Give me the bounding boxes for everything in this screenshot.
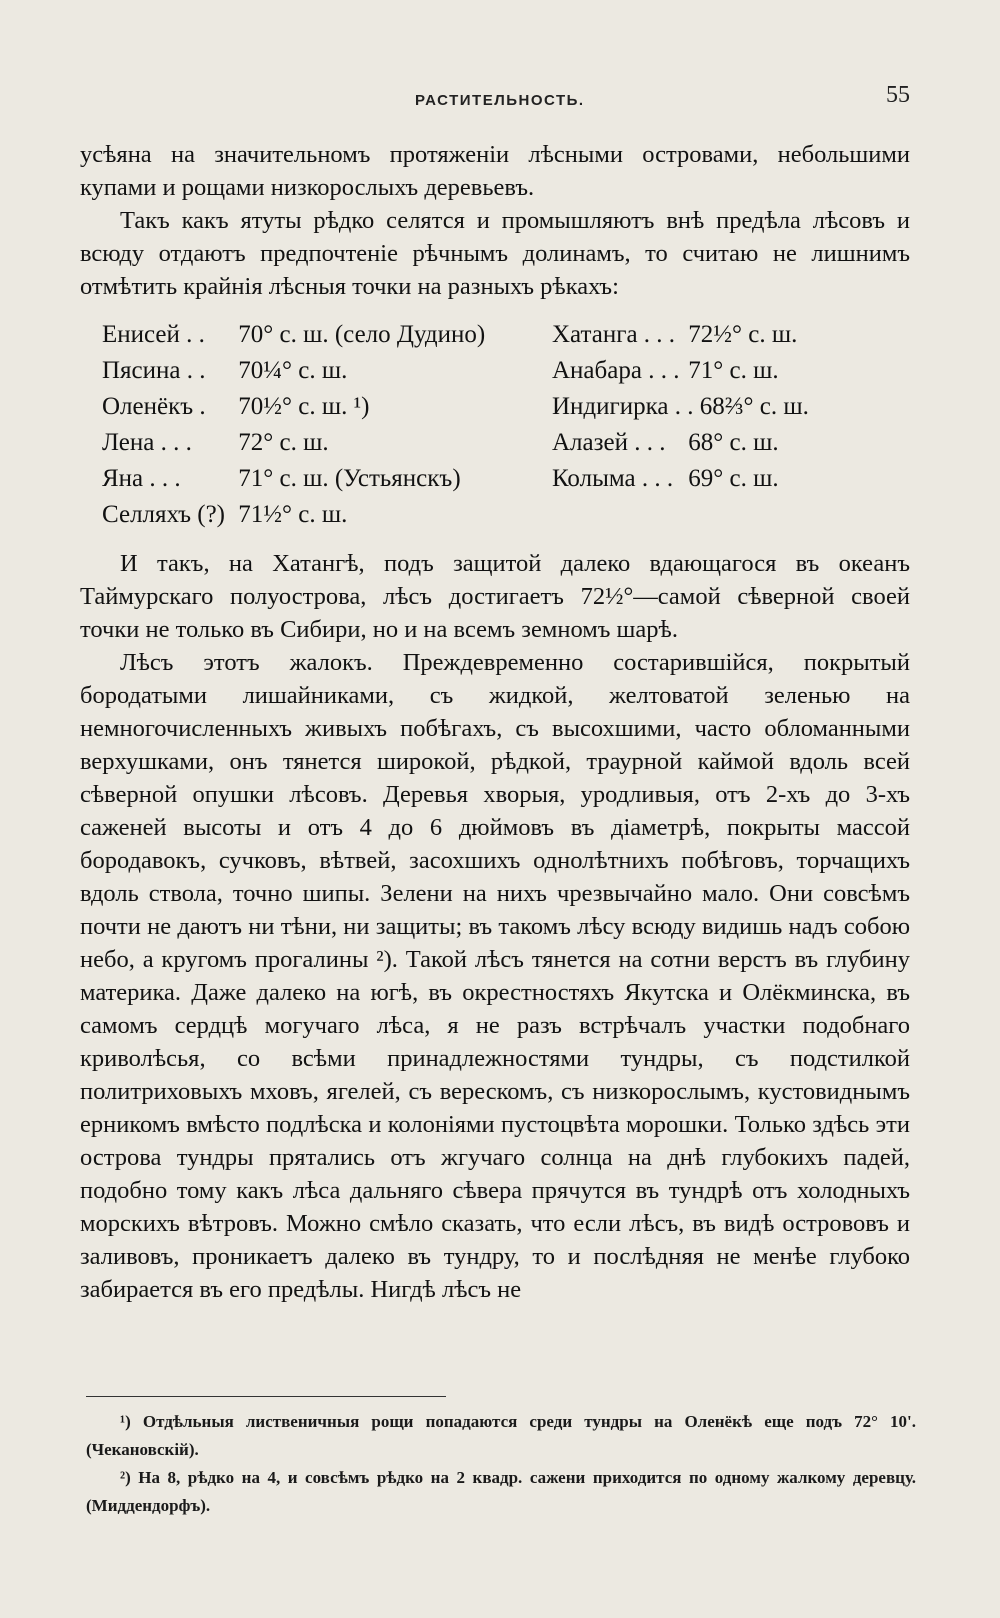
river-row <box>102 497 552 533</box>
river-latitude: 71½° с. ш. <box>238 501 348 528</box>
river-name: Лена . . . <box>102 429 192 456</box>
rivers-left-column <box>102 317 552 533</box>
footnote-2: ²) На 8, рѣдко на 4, и совсѣмъ рѣдко на 2 квадр. сажени приходится по одному жалкому деревцу. (Миддендорфъ). <box>86 1468 916 1515</box>
river-latitude: 71° с. ш. <box>688 357 779 384</box>
river-row <box>552 389 892 425</box>
river-latitude: 70¼° с. ш. <box>238 357 348 384</box>
river-row <box>102 461 552 497</box>
paragraph-3: И такъ, на Хатангѣ, подъ защитой далеко вдающагося въ океанъ Таймурскаго полуострова, лѣсъ достигаетъ 72½°—самой сѣверной своей точки не только въ Сибири, но и на всемъ земномъ шарѣ. <box>80 550 910 643</box>
running-title: РАСТИТЕЛЬНОСТЬ. <box>415 92 585 109</box>
river-name: Оленёкъ . <box>102 393 206 420</box>
river-row <box>102 317 552 353</box>
river-row <box>102 389 552 425</box>
river-name: Селляхъ (?) <box>102 501 225 528</box>
river-name: Колыма . . . <box>552 465 674 492</box>
river-row <box>102 353 552 389</box>
river-row <box>552 353 892 389</box>
river-name: Индигирка . . <box>552 393 694 420</box>
footnotes <box>86 1408 916 1520</box>
river-latitude: 71° с. ш. (Устьянскъ) <box>238 465 461 492</box>
footnote-divider <box>86 1396 446 1397</box>
river-latitude: 68⅔° с. ш. <box>699 393 809 420</box>
river-row <box>102 425 552 461</box>
river-name: Хатанга . . . <box>552 321 676 348</box>
river-row <box>552 461 892 497</box>
rivers-right-column <box>552 317 892 533</box>
paragraph-4: Лѣсъ этотъ жалокъ. Преждевременно состарившійся, покрытый бородатыми лишайниками, съ жидкой, желтоватой зеленью на немногочисленныхъ живыхъ побѣгахъ, съ высохшими, часто обломанными верхушками, онъ тянется широкой, рѣдкой, траурной каймой вдоль всей сѣверной опушки лѣсовъ. Деревья хворыя, уродливыя, отъ 2-хъ до 3-хъ саженей высоты и отъ 4 до 6 дюймовъ въ діаметрѣ, покрыты массой бородавокъ, сучковъ, вѣтвей, засохшихъ однолѣтнихъ побѣговъ, торчащихъ вдоль ствола, точно шипы. Зелени на нихъ чрезвычайно мало. Они совсѣмъ почти не даютъ ни тѣни, ни защиты; въ такомъ лѣсу всюду видишь надъ собою небо, а кругомъ прогалины ²). Такой лѣсъ тянется на сотни верстъ въ глубину материка. Даже далеко на югѣ, въ окрестностяхъ Якутска и Олёкминска, въ самомъ сердцѣ могучаго лѣса, я не разъ встрѣчалъ участки подобнаго криволѣсья, со всѣми принадлежностями тундры, съ подстилкой политриховыхъ мховъ, ягелей, съ верескомъ, съ низкорослымъ, кустовиднымъ ерникомъ вмѣсто подлѣска и колоніями пустоцвѣта морошки. Только здѣсь эти острова тундры прятались отъ жгучаго солнца на днѣ глубокихъ падей, подобно тому какъ лѣса дальняго сѣвера прячутся въ тундрѣ отъ холодныхъ морскихъ вѣтровъ. Можно смѣло сказать, что если лѣсъ, въ видѣ острововъ и заливовъ, проникаетъ далеко въ тундру, то и послѣдняя не менѣе глубоко забирается въ его предѣлы. Нигдѣ лѣсъ не <box>80 649 910 1303</box>
river-name: Анабара . . . <box>552 357 680 384</box>
footnote-1: ¹) Отдѣльныя лиственичныя рощи попадаются среди тундры на Оленёкѣ еще подъ 72° 10'. (Чекановскій). <box>86 1412 916 1459</box>
river-latitude: 70½° с. ш. ¹) <box>238 393 370 420</box>
river-latitude: 70° с. ш. (село Дудино) <box>238 321 486 348</box>
page-header <box>80 80 910 120</box>
river-row <box>552 425 892 461</box>
river-name: Алазей . . . <box>552 429 666 456</box>
body-text <box>80 138 910 1306</box>
paragraph-2: Такъ какъ ятуты рѣдко селятся и промышляютъ внѣ предѣла лѣсовъ и всюду отдаютъ предпочтеніе рѣчнымъ долинамъ, то считаю не лишнимъ отмѣтить крайнія лѣсныя точки на разныхъ рѣкахъ: <box>80 207 910 300</box>
river-latitude: 68° с. ш. <box>688 429 779 456</box>
river-name: Пясина . . <box>102 357 206 384</box>
river-name: Яна . . . <box>102 465 181 492</box>
river-latitude: 72° с. ш. <box>238 429 329 456</box>
river-row <box>552 317 892 353</box>
river-latitude: 69° с. ш. <box>688 465 779 492</box>
river-forest-limits-table <box>102 317 910 533</box>
river-name: Енисей . . <box>102 321 205 348</box>
page-number: 55 <box>886 82 910 108</box>
river-latitude: 72½° с. ш. <box>688 321 798 348</box>
paragraph-1: усѣяна на значительномъ протяженіи лѣсными островами, небольшими купами и рощами низкорослыхъ деревьевъ. <box>80 141 910 201</box>
